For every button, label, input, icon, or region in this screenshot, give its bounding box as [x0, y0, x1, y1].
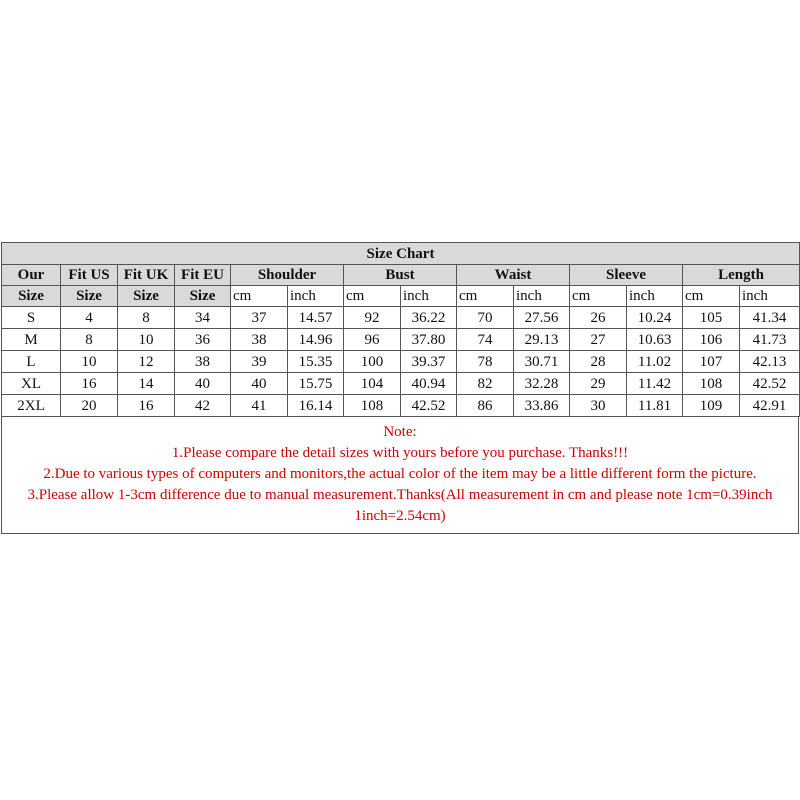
- table-cell: 14.57: [288, 307, 344, 329]
- table-cell: 106: [683, 329, 740, 351]
- table-cell: 8: [118, 307, 175, 329]
- table-cell: 107: [683, 351, 740, 373]
- table-cell: 37: [231, 307, 288, 329]
- table-cell: 29.13: [514, 329, 570, 351]
- table-cell: 30: [570, 395, 627, 417]
- table-cell: 38: [231, 329, 288, 351]
- table-row: [2, 351, 800, 373]
- size-rows: [2, 307, 800, 417]
- table-cell: 16: [61, 373, 118, 395]
- table-cell: 40: [175, 373, 231, 395]
- table-row: [2, 329, 800, 351]
- table-cell: 70: [457, 307, 514, 329]
- unit-inch: inch: [627, 286, 683, 307]
- table-cell: 11.02: [627, 351, 683, 373]
- note-1: 1.Please compare the detail sizes with yours before you purchase. Thanks!!!: [171, 445, 629, 461]
- table-cell: 96: [344, 329, 401, 351]
- note-heading: Note:: [383, 424, 417, 440]
- table-cell: 82: [457, 373, 514, 395]
- table-cell: 36: [175, 329, 231, 351]
- size-chart: [1, 242, 799, 534]
- unit-inch: inch: [514, 286, 570, 307]
- table-cell: 104: [344, 373, 401, 395]
- table-cell: 78: [457, 351, 514, 373]
- table-cell: 41.34: [740, 307, 800, 329]
- table-cell: 27.56: [514, 307, 570, 329]
- table-cell: 42.52: [740, 373, 800, 395]
- table-cell: 38: [175, 351, 231, 373]
- table-cell: 16: [118, 395, 175, 417]
- table-cell: 39: [231, 351, 288, 373]
- note-3: 3.Please allow 1-3cm difference due to manual measurement.Thanks(All measurement in cm and please note 1cm=0.39inch 1inch=2.54cm): [27, 487, 773, 524]
- table-cell: 11.81: [627, 395, 683, 417]
- chart-title: Size Chart: [2, 243, 800, 265]
- table-cell: 15.35: [288, 351, 344, 373]
- header-sleeve: Sleeve: [570, 265, 683, 286]
- table-cell: S: [2, 307, 61, 329]
- header-fit-uk: Fit UK: [118, 265, 175, 286]
- header-shoulder: Shoulder: [231, 265, 344, 286]
- table-cell: 2XL: [2, 395, 61, 417]
- unit-cm: cm: [683, 286, 740, 307]
- table-cell: 32.28: [514, 373, 570, 395]
- notes-box: [1, 417, 799, 534]
- header-length: Length: [683, 265, 800, 286]
- table-cell: 30.71: [514, 351, 570, 373]
- table-cell: 11.42: [627, 373, 683, 395]
- table-cell: L: [2, 351, 61, 373]
- table-cell: 27: [570, 329, 627, 351]
- table-cell: 41.73: [740, 329, 800, 351]
- header-fit-us-size: Size: [61, 286, 118, 307]
- table-row: [2, 395, 800, 417]
- unit-cm: cm: [231, 286, 288, 307]
- header-fit-uk-size: Size: [118, 286, 175, 307]
- header-bust: Bust: [344, 265, 457, 286]
- table-cell: 26: [570, 307, 627, 329]
- unit-cm: cm: [570, 286, 627, 307]
- table-cell: 41: [231, 395, 288, 417]
- table-cell: 29: [570, 373, 627, 395]
- table-cell: 74: [457, 329, 514, 351]
- table-cell: 15.75: [288, 373, 344, 395]
- table-cell: 10: [118, 329, 175, 351]
- unit-inch: inch: [740, 286, 800, 307]
- table-cell: 10.24: [627, 307, 683, 329]
- table-cell: 4: [61, 307, 118, 329]
- table-cell: 8: [61, 329, 118, 351]
- table-cell: 40: [231, 373, 288, 395]
- note-2: 2.Due to various types of computers and monitors,the actual color of the item may be a little different form the picture.: [43, 466, 757, 482]
- table-cell: 109: [683, 395, 740, 417]
- table-cell: 42.91: [740, 395, 800, 417]
- table-cell: 108: [344, 395, 401, 417]
- header-waist: Waist: [457, 265, 570, 286]
- table-cell: 28: [570, 351, 627, 373]
- table-cell: 12: [118, 351, 175, 373]
- table-cell: 37.80: [401, 329, 457, 351]
- table-cell: 33.86: [514, 395, 570, 417]
- header-fit-us: Fit US: [61, 265, 118, 286]
- table-cell: 40.94: [401, 373, 457, 395]
- table-cell: 105: [683, 307, 740, 329]
- table-cell: 10.63: [627, 329, 683, 351]
- table-cell: 86: [457, 395, 514, 417]
- table-cell: XL: [2, 373, 61, 395]
- header-our: Our: [2, 265, 61, 286]
- table-cell: 42: [175, 395, 231, 417]
- table-cell: 14.96: [288, 329, 344, 351]
- unit-inch: inch: [288, 286, 344, 307]
- table-cell: 34: [175, 307, 231, 329]
- table-cell: 108: [683, 373, 740, 395]
- table-cell: 42.13: [740, 351, 800, 373]
- unit-cm: cm: [457, 286, 514, 307]
- header-our-size: Size: [2, 286, 61, 307]
- table-cell: M: [2, 329, 61, 351]
- unit-cm: cm: [344, 286, 401, 307]
- table-cell: 36.22: [401, 307, 457, 329]
- table-cell: 100: [344, 351, 401, 373]
- table-cell: 14: [118, 373, 175, 395]
- table-cell: 92: [344, 307, 401, 329]
- table-cell: 42.52: [401, 395, 457, 417]
- table-cell: 10: [61, 351, 118, 373]
- table-cell: 20: [61, 395, 118, 417]
- table-cell: 39.37: [401, 351, 457, 373]
- unit-inch: inch: [401, 286, 457, 307]
- table-row: [2, 307, 800, 329]
- header-fit-eu: Fit EU: [175, 265, 231, 286]
- table-row: [2, 373, 800, 395]
- header-fit-eu-size: Size: [175, 286, 231, 307]
- table-cell: 16.14: [288, 395, 344, 417]
- size-table: [1, 242, 800, 417]
